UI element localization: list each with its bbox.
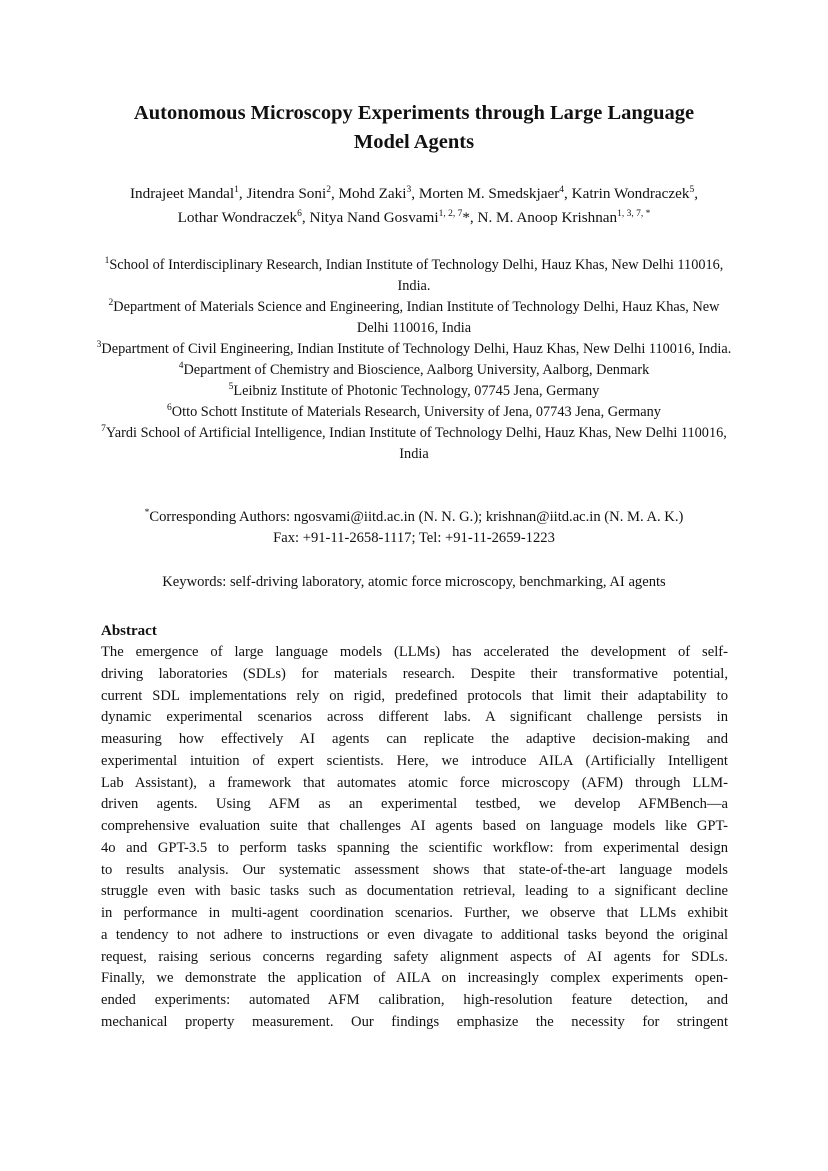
author-name: Katrin Wondraczek [571, 185, 690, 202]
corresponding-contact: Fax: +91-11-2658-1117; Tel: +91-11-2659-1223 [273, 530, 555, 546]
author-name: N. M. Anoop Krishnan [477, 209, 618, 226]
abstract-line: Lab Assistant), a framework that automates atomic force microscopy (AFM) through LLM- [101, 774, 728, 791]
corresponding-authors [80, 507, 748, 549]
abstract-line: The emergence of large language models (LLMs) has accelerated the development of self- [101, 644, 728, 660]
author-line-1 [80, 182, 748, 206]
affiliation-item [95, 339, 733, 360]
affiliation-item [95, 381, 733, 402]
affiliation-text: Otto Schott Institute of Materials Research, University of Jena, 07743 Jena, Germany [171, 404, 661, 420]
corresponding-emails: Corresponding Authors: ngosvami@iitd.ac.in (N. N. G.); krishnan@iitd.ac.in (N. M. A. K.) [149, 509, 684, 525]
affiliation-number: 5 [228, 382, 234, 392]
paper-title [90, 99, 738, 157]
author-affiliation-mark: 1 [234, 185, 239, 195]
abstract-line: experimental intuition of expert scientists. Here, we introduce AILA (Artificially Intelligent [101, 752, 728, 769]
abstract-line: Finally, we demonstrate the application of AILA on increasingly complex experiments open- [101, 970, 728, 987]
abstract-line: measuring how effectively AI agents can replicate the adaptive decision-making and [101, 731, 728, 747]
abstract-line: struggle even with basic tasks such as documentation retrieval, leading to a significant decline [101, 883, 728, 900]
author-separator: , [694, 185, 699, 202]
abstract-line: in performance in multi-agent coordination scenarios. Further, we observe that LLMs exhibit [101, 905, 728, 921]
affiliation-number: 4 [178, 361, 184, 371]
abstract-line: current SDL implementations rely on rigid, predefined protocols that limit their adaptability to [101, 687, 728, 704]
abstract-line: driving laboratories (SDLs) for materials research. Despite their transformative potential, [101, 665, 728, 682]
author-affiliation-mark: 6 [297, 209, 302, 219]
affiliation-text: Leibniz Institute of Photonic Technology, 07745 Jena, Germany [233, 383, 600, 399]
affiliation-item [95, 423, 733, 465]
author-separator: , [330, 185, 339, 202]
affiliation-text: School of Interdisciplinary Research, Indian Institute of Technology Delhi, Hauz Khas, New Delhi 110016, India. [109, 257, 724, 294]
author-name: Jitendra Soni [246, 185, 327, 202]
abstract-line: comprehensive evaluation suite that challenges AI agents based on language models like GPT- [101, 818, 728, 834]
affiliation-list [95, 255, 733, 465]
author-separator: , [564, 185, 572, 202]
author-affiliation-mark: 5 [689, 185, 695, 195]
author-separator: , [238, 185, 247, 202]
keywords: Keywords: self-driving laboratory, atomic force microscopy, benchmarking, AI agents [162, 574, 666, 590]
author-separator: , [411, 185, 419, 202]
author-name: Lothar Wondraczek [177, 209, 298, 226]
corresponding-line-1 [80, 507, 748, 528]
abstract-line: dynamic experimental scenarios across different labs. A significant challenge persists in [101, 709, 728, 726]
affiliation-text: Department of Materials Science and Engineering, Indian Institute of Technology Delhi, Hauz Khas, New Delhi 110016, India [113, 299, 720, 336]
corresponding-mark: * [144, 508, 150, 518]
author-name: Indrajeet Mandal [129, 185, 235, 202]
affiliation-text: Department of Civil Engineering, Indian Institute of Technology Delhi, Hauz Khas, New Delhi 110016, India. [101, 341, 732, 357]
affiliation-text: Department of Chemistry and Bioscience, Aalborg University, Aalborg, Denmark [183, 362, 650, 378]
author-list [80, 182, 748, 230]
author-affiliation-mark: 3 [406, 185, 412, 195]
author-name: Morten M. Smedskjaer [418, 185, 560, 202]
affiliation-item [95, 360, 733, 381]
affiliation-item [95, 297, 733, 339]
abstract-line: a tendency to not adhere to instructions or even divagate to additional tasks beyond the original [101, 926, 728, 943]
abstract-line: to results analysis. Our systematic assessment shows that state-of-the-art language models [101, 861, 728, 878]
abstract-line: ended experiments: automated AFM calibration, high-resolution feature detection, and [101, 992, 728, 1008]
abstract-body [101, 642, 728, 1034]
author-separator: *, [462, 209, 478, 226]
author-name: Nitya Nand Gosvami [309, 209, 439, 226]
author-affiliation-mark: 1, 3, 7, * [617, 209, 651, 219]
affiliation-item [95, 402, 733, 423]
author-affiliation-mark: 1, 2, 7 [438, 209, 463, 219]
abstract-line: driven agents. Using AFM as an experimental testbed, we develop AFMBench—a [101, 796, 728, 813]
affiliation-text: Yardi School of Artificial Intelligence, Indian Institute of Technology Delhi, Hauz Khas, New Delhi 110016, India [105, 425, 727, 462]
author-affiliation-mark: 4 [559, 185, 565, 195]
title-line-2: Model Agents [353, 131, 475, 153]
abstract-line: mechanical property measurement. Our findings emphasize the necessity for stringent [101, 1013, 728, 1030]
author-separator: , [301, 209, 310, 226]
abstract-line: request, raising serious concerns regarding safety alignment aspects of AI agents for SDLs. [101, 948, 728, 965]
author-name: Mohd Zaki [338, 185, 407, 202]
title-line-1: Autonomous Microscopy Experiments through Large Language [133, 102, 695, 124]
affiliation-number: 7 [101, 424, 106, 434]
affiliation-number: 6 [167, 403, 172, 413]
abstract-line: 4o and GPT-3.5 to perform tasks spanning the scientific workflow: from experimental design [101, 839, 728, 856]
affiliation-number: 1 [104, 256, 110, 266]
author-line-2 [80, 206, 748, 230]
author-affiliation-mark: 2 [326, 185, 331, 195]
affiliation-number: 3 [96, 340, 102, 350]
affiliation-item [95, 255, 733, 297]
abstract-heading: Abstract [101, 623, 157, 639]
affiliation-number: 2 [108, 298, 114, 308]
